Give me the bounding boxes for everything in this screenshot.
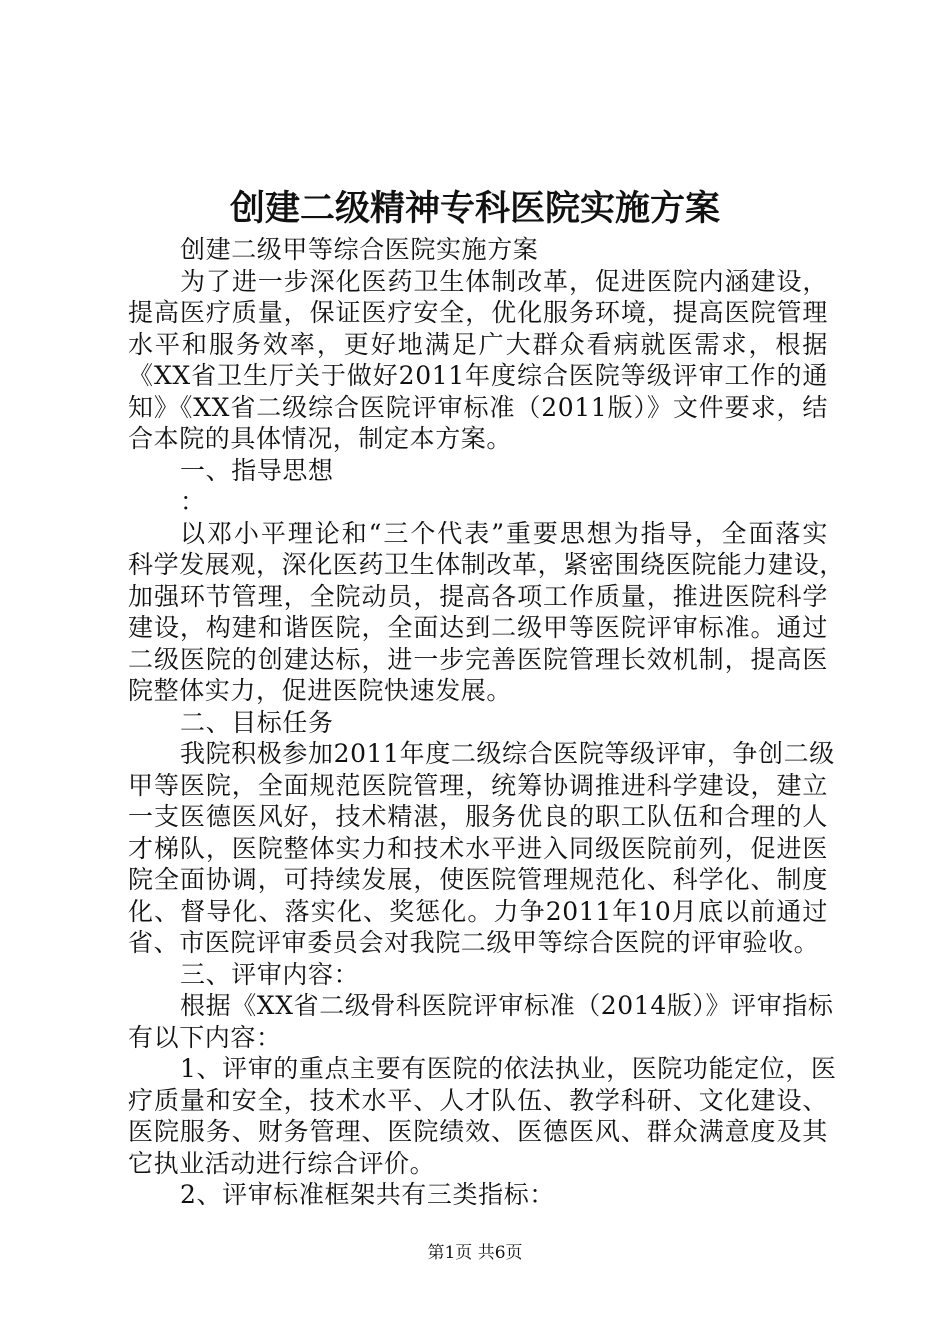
- paragraph-line: 院整体实力，促进医院快速发展。: [128, 676, 513, 705]
- document-body: [128, 234, 845, 1211]
- subtitle-line: 创建二级甲等综合医院实施方案: [180, 235, 539, 264]
- paragraph-line: 2、评审标准框架共有三类指标：: [180, 1180, 555, 1209]
- paragraph-line: 二级医院的创建达标，进一步完善医院管理长效机制，提高医: [128, 644, 828, 674]
- paragraph-line: 一支医德医风好，技术精湛，服务优良的职工队伍和合理的人: [128, 802, 828, 831]
- paragraph-line: ：: [180, 487, 206, 516]
- paragraph-line: 为了进一步深化医药卫生体制改革，促进医院内涵建设，: [180, 266, 828, 296]
- paragraph-line: 院全面协调，可持续发展，使医院管理规范化、科学化、制度: [128, 865, 828, 894]
- paragraph-line: 根据《XX省二级骨科医院评审标准（2014版）》评审指标: [180, 991, 834, 1020]
- section-heading: 三、评审内容：: [180, 959, 360, 989]
- paragraph-line: 1、评审的重点主要有医院的依法执业，医院功能定位，医: [180, 1054, 837, 1083]
- section-heading: 一、指导思想: [180, 455, 334, 485]
- paragraph-line: 有以下内容：: [128, 1022, 282, 1052]
- paragraph-line: 以邓小平理论和“三个代表”重要思想为指导，全面落实: [180, 518, 828, 548]
- paragraph-line: 合本院的具体情况，制定本方案。: [128, 424, 513, 453]
- section-heading: 二、目标任务: [180, 707, 334, 737]
- paragraph-line: 疗质量和安全，技术水平、人才队伍、教学科研、文化建设、: [128, 1085, 828, 1115]
- paragraph-line: 知》《XX省二级综合医院评审标准（2011版）》文件要求，结: [128, 392, 828, 422]
- paragraph-line: 水平和服务效率，更好地满足广大群众看病就医需求，根据: [128, 329, 828, 359]
- paragraph-line: 它执业活动进行综合评价。: [128, 1148, 436, 1178]
- page-footer: 第1页 共6页: [427, 1243, 523, 1263]
- paragraph-line: 提高医疗质量，保证医疗安全，优化服务环境，提高医院管理: [128, 298, 828, 327]
- paragraph-line: 建设，构建和谐医院，全面达到二级甲等医院评审标准。通过: [128, 613, 828, 642]
- paragraph-line: 甲等医院，全面规范医院管理，统筹协调推进科学建设，建立: [128, 770, 828, 800]
- paragraph-line: 《XX省卫生厅关于做好2011年度综合医院等级评审工作的通: [128, 361, 828, 390]
- paragraph-line: 加强环节管理，全院动员，提高各项工作质量，推进医院科学: [128, 581, 828, 611]
- paragraph-line: 我院积极参加2011年度二级综合医院等级评审，争创二级: [180, 739, 835, 768]
- paragraph-line: 化、督导化、落实化、奖惩化。力争2011年10月底以前通过: [128, 896, 828, 926]
- paragraph-line: 科学发展观，深化医药卫生体制改革，紧密围绕医院能力建设，: [128, 550, 845, 579]
- paragraph-line: 才梯队，医院整体实力和技术水平进入同级医院前列，促进医: [128, 833, 828, 863]
- paragraph-line: 省、市医院评审委员会对我院二级甲等综合医院的评审验收。: [128, 928, 820, 957]
- paragraph-line: 医院服务、财务管理、医院绩效、医德医风、群众满意度及其: [128, 1117, 828, 1146]
- document-title: 创建二级精神专科医院实施方案: [229, 188, 720, 229]
